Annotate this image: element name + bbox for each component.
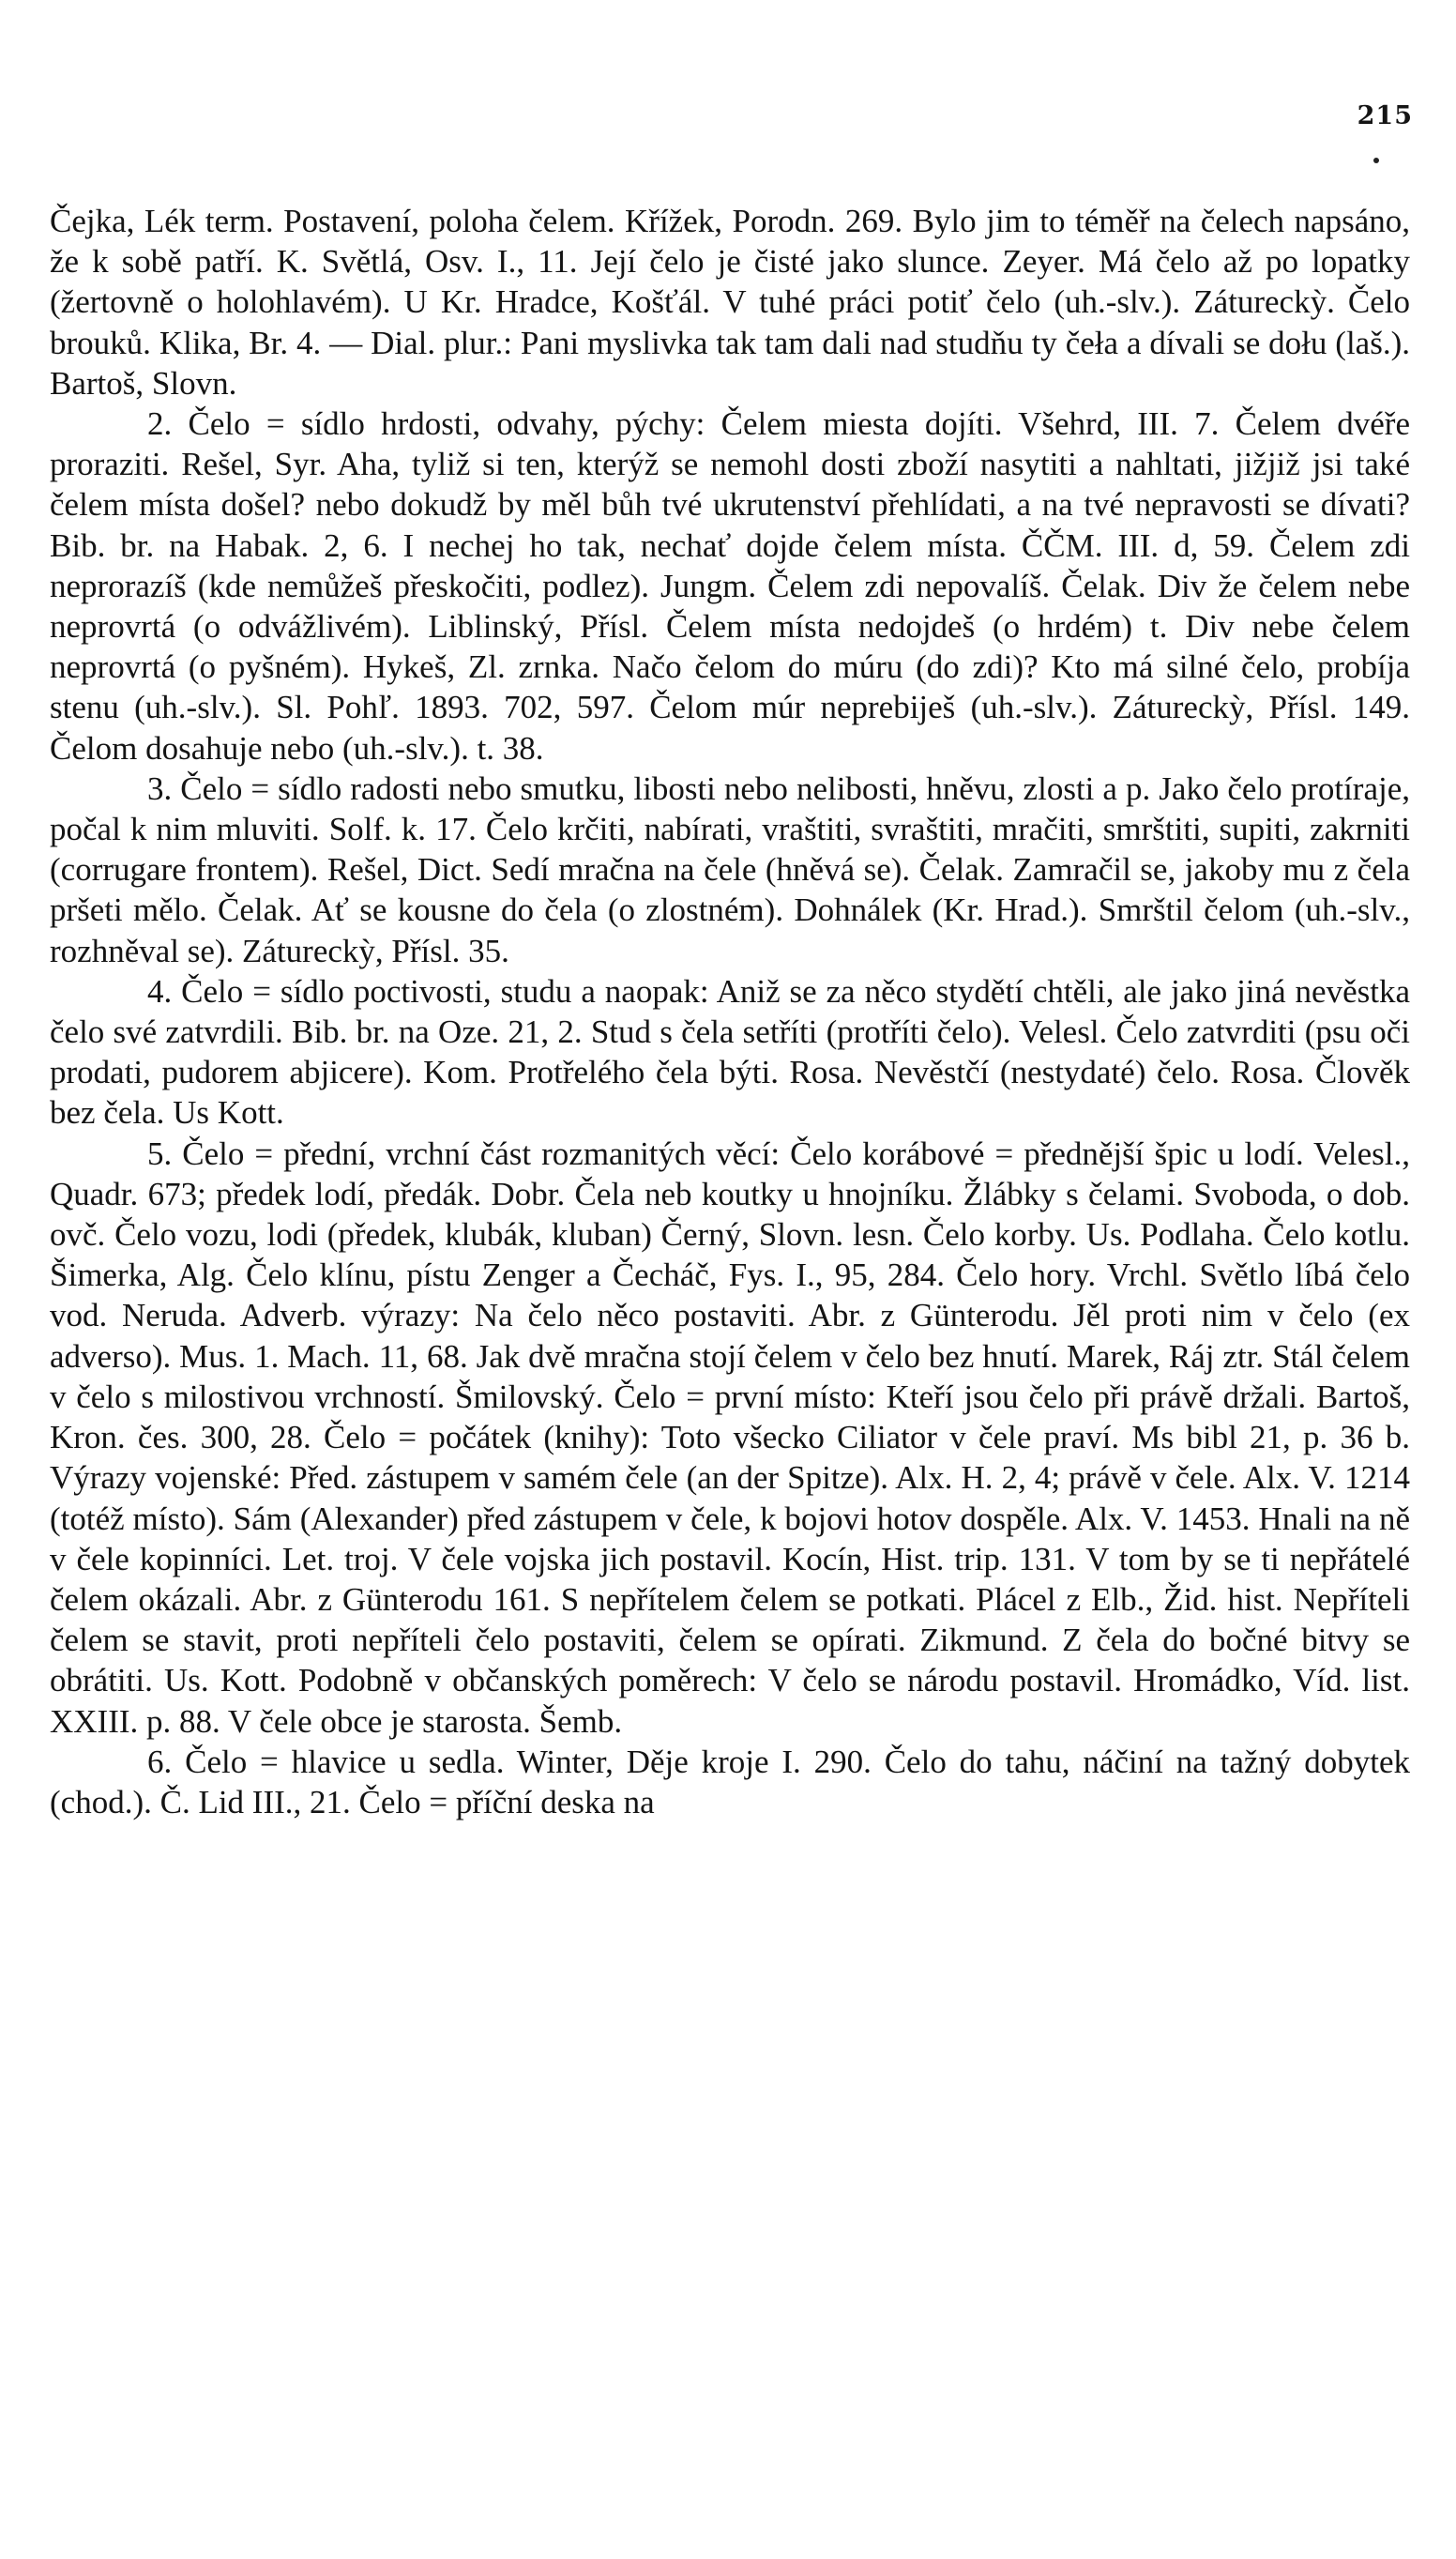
paragraph-intro: Čejka, Lék term. Postavení, poloha čelem. Křížek, Porodn. 269. Bylo jim to téměř na čelech napsáno, že k sobě patří. K. Světlá, Osv. I., 11. Její čelo je čisté jako slunce. Zeyer. Má čelo až po lopatky (žertovně o holohlavém). U Kr. Hradce, Košťál. V tuhé práci potiť čelo (uh.-slv.). Zátureckỳ. Čelo brouků. Klika, Br. 4. — Dial. plur.: Pani myslivka tak tam dali nad studňu ty čeła a dívali se dołu (laš.). Bartoš, Slovn. xyxy=(50,203,1410,402)
speck-dot xyxy=(1373,158,1379,163)
dictionary-entry-text xyxy=(50,201,1410,1822)
paragraph-6: 6. Čelo = hlavice u sedla. Winter, Děje kroje I. 290. Čelo do tahu, náčiní na tažný dobytek (chod.). Č. Lid III., 21. Čelo = příční deska na xyxy=(50,1743,1410,1820)
paragraph-5: 5. Čelo = přední, vrchní část rozmanitých věcí: Čelo korábové = přednější špic u lodí. Velesl., Quadr. 673; předek lodí, předák. Dobr. Čela neb koutky u hnojníku. Žlábky s čelami. Svoboda, o dob. ovč. Čelo vozu, lodi (předek, klubák, kluban) Černý, Slovn. lesn. Čelo korby. Us. Podlaha. Čelo kotlu. Šimerka, Alg. Čelo klínu, pístu Zenger a Čecháč, Fys. I., 95, 284. Čelo hory. Vrchl. Světlo líbá čelo vod. Neruda. Adverb. výrazy: Na čelo něco postaviti. Abr. z Günterodu. Jěl proti nim v čelo (ex adverso). Mus. 1. Mach. 11, 68. Jak dvě mračna stojí čelem v čelo bez hnutí. Marek, Ráj ztr. Stál čelem v čelo s milostivou vrchností. Šmilovský. Čelo = první místo: Kteří jsou čelo při právě držali. Bartoš, Kron. čes. 300, 28. Čelo = počátek (knihy): Toto všecko Ciliator v čele praví. Ms bibl 21, p. 36 b. Výrazy vojenské: Před. zástupem v samém čele (an der Spitze). Alx. H. 2, 4; právě v čele. Alx. V. 1214 (totéž místo). Sám (Alexander) před zástupem v čele, k bojovi hotov dospěle. Alx. V. 1453. Hnali na ně v čele kopinníci. Let. troj. V čele vojska jich postavil. Kocín, Hist. trip. 131. V tom by se ti nepřátelé čelem okázali. Abr. z Günterodu 161. S nepřítelem čelem se potkati. Plácel z Elb., Žid. hist. Nepříteli čelem se stavit, proti nepříteli čelo postaviti, čelem se opírati. Zikmund. Z čela do bočné bitvy se obrátiti. Us. Kott. Podobně v občanských poměrech: V čelo se národu postavil. Hromádko, Víd. list. XXIII. p. 88. V čele obce je starosta. Šemb. xyxy=(50,1135,1410,1740)
paragraph-2: 2. Čelo = sídlo hrdosti, odvahy, pýchy: Čelem miesta dojíti. Všehrd, III. 7. Čelem dvéře proraziti. Rešel, Syr. Aha, tyliž si ten, kterýž se nemohl dosti zboží nasytiti a nahltati, jižjiž jsi také čelem místa došel? nebo dokudž by měl bůh tvé ukrutenství přehlídati, a na tvé nepravosti se dívati? Bib. br. na Habak. 2, 6. I nechej ho tak, nechať dojde čelem místa. ČČM. III. d, 59. Čelem zdi neprorazíš (kde nemůžeš přeskočiti, podlez). Jungm. Čelem zdi nepovalíš. Čelak. Div že čelem nebe neprovrtá (o odvážlivém). Liblinský, Přísl. Čelem místa nedojdeš (o hrdém) t. Div nebe čelem neprovrtá (o pyšném). Hykeš, Zl. zrnka. Načo čelom do múru (do zdi)? Kto má silné čelo, probíja stenu (uh.-slv.). Sl. Pohľ. 1893. 702, 597. Čelom múr neprebiješ (uh.-slv.). Zátureckỳ, Přísl. 149. Čelom dosahuje nebo (uh.-slv.). t. 38. xyxy=(50,405,1410,767)
paragraph-4: 4. Čelo = sídlo poctivosti, studu a naopak: Aniž se za něco stydětí chtěli, ale jako jiná nevěstka čelo své zatvrdili. Bib. br. na Oze. 21, 2. Stud s čela setříti (protříti čelo). Velesl. Čelo zatvrditi (psu oči prodati, pudorem abjicere). Kom. Protřelého čela býti. Rosa. Nevěstčí (nestydaté) čelo. Rosa. Člověk bez čela. Us Kott. xyxy=(50,972,1410,1132)
paragraph-3: 3. Čelo = sídlo radosti nebo smutku, libosti nebo nelibosti, hněvu, zlosti a p. Jako čelo protíraje, počal k nim mluviti. Solf. k. 17. Čelo krčiti, nabírati, vraštiti, svraštiti, mračiti, smrštiti, supiti, zakrniti (corrugare frontem). Rešel, Dict. Sedí mračna na čele (hněvá se). Čelak. Zamračil se, jakoby mu z čela pršeti mělo. Čelak. Ať se kousne do čela (o zlostném). Dohnálek (Kr. Hrad.). Smrštil čelom (uh.-slv., rozhněval se). Zátureckỳ, Přísl. 35. xyxy=(50,769,1410,969)
page-number: 215 xyxy=(1357,101,1413,130)
